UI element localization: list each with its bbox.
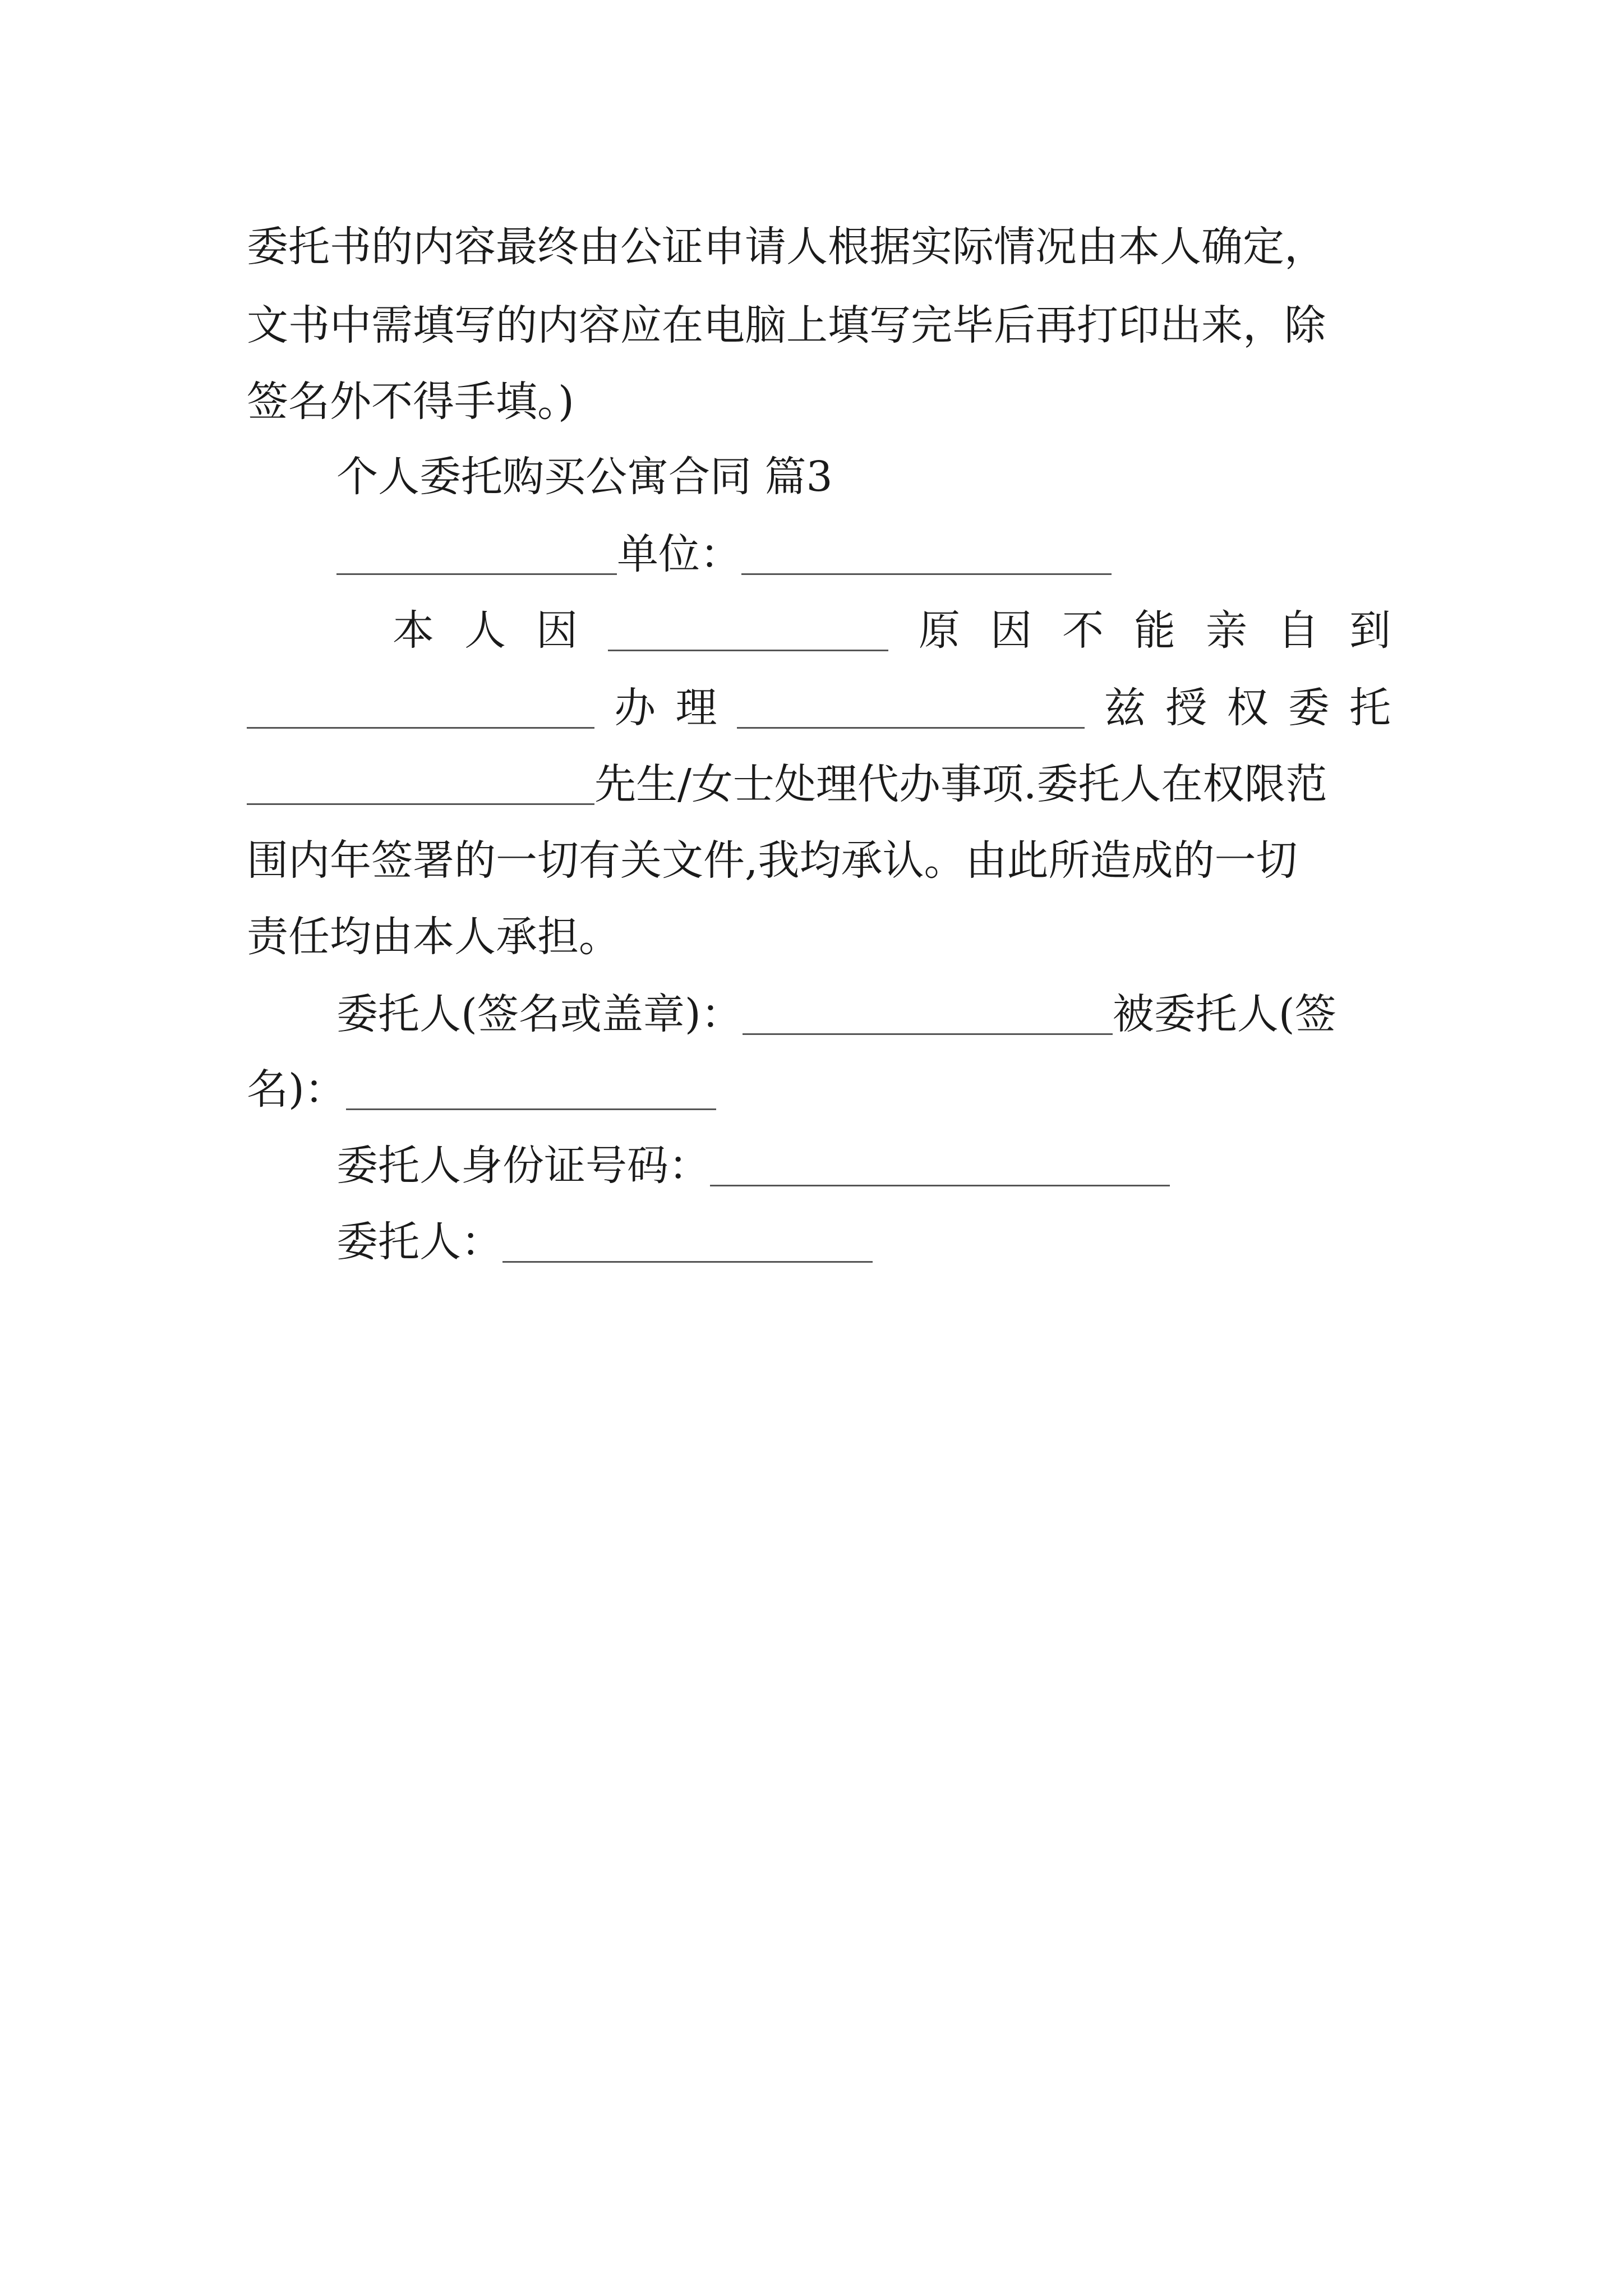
body-char: 因: [536, 606, 578, 655]
paragraph-line: 文书中需填写的内容应在电脑上填写完毕后再打印出来，除: [247, 301, 1326, 349]
body-char: 兹: [1104, 684, 1146, 732]
body-line-4: 围内年签署的一切有关文件,我均承认。由此所造成的一切: [247, 836, 1298, 885]
paragraph-line: 委托书的内容最终由公证申请人根据实际情况由本人确定，: [247, 223, 1326, 271]
body-char: 亲: [1206, 606, 1247, 655]
principal-label: 委托人(签名或盖章)：: [336, 990, 743, 1038]
principal2-label: 委托人：: [336, 1218, 502, 1266]
blank-field: [743, 994, 1113, 1035]
paragraph-line: 签名外不得手填。): [247, 378, 574, 426]
body-char: 人: [464, 606, 506, 655]
signature-line-2: [247, 1056, 1391, 1123]
blank-field: [608, 610, 888, 651]
signature-line-3: [336, 1132, 1391, 1199]
section-title: 个人委托购买公寓合同 篇3: [336, 453, 833, 501]
body-char: 本: [393, 606, 434, 655]
blank-field: [346, 1069, 716, 1110]
unit-line: [336, 521, 1391, 588]
blank-field: [737, 688, 1085, 729]
body-text: 先生/女士处理代办事项.委托人在权限范: [594, 760, 1327, 808]
id-label: 委托人身份证号码：: [336, 1142, 710, 1190]
body-char: 不: [1062, 606, 1104, 655]
blank-field: [502, 1222, 873, 1263]
body-char: 理: [675, 684, 717, 732]
body-char: 办: [614, 684, 656, 732]
blank-field: [336, 534, 617, 575]
body-line-1: [393, 597, 1391, 664]
body-line-2: [247, 674, 1391, 742]
body-char: 托: [1349, 684, 1391, 732]
body-line-3: [247, 751, 1391, 818]
blank-field: [247, 688, 594, 729]
blank-field: [710, 1145, 1170, 1186]
body-char: 原: [919, 606, 960, 655]
body-char: 授: [1165, 684, 1207, 732]
body-char: 到: [1349, 606, 1391, 655]
body-char: 因: [990, 606, 1032, 655]
blank-field: [247, 764, 594, 805]
blank-field: [741, 534, 1112, 575]
body-char: 能: [1134, 606, 1175, 655]
body-char: 自: [1278, 606, 1319, 655]
body-line-5: 责任均由本人承担。: [247, 913, 620, 961]
agent-label: 被委托人(签: [1112, 990, 1336, 1038]
signature-line-1: [336, 981, 1391, 1048]
body-char: 委: [1288, 684, 1330, 732]
signature-line-4: [336, 1208, 1391, 1276]
body-char: 权: [1227, 684, 1269, 732]
agent-label-cont: 名)：: [247, 1065, 346, 1114]
unit-label: 单位：: [617, 530, 741, 578]
